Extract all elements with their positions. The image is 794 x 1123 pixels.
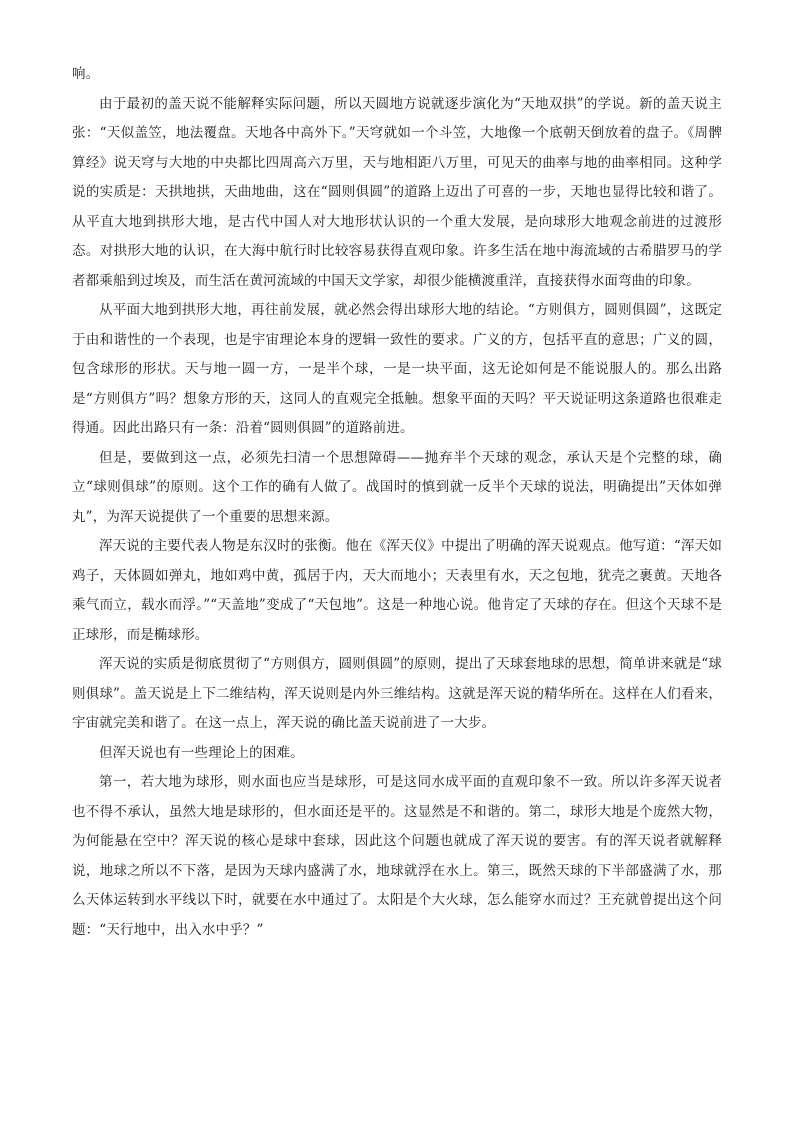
paragraph: 但浑天说也有一些理论上的困难。 <box>99 744 304 761</box>
paragraph: 第一，若大地为球形，则水面也应当是球形，可是这同水成平面的直观印象不一致。所以许多浑天说者也不得不承认，虽然大地是球形的，但水面还是平的。这显然是不和谐的。第二，球形大地是个庞然大物，为何能悬在空中？浑天说的核心是球中套球，因此这个问题也就成了浑天说的要害。有的浑天说者就解释说，地球之所以不下落，是因为天球内盛满了水，地球就浮在水上。第三，既然天球的下半部盛满了水，那么天体运转到水平线以下时，就要在水中通过了。太阳是个大火球，怎么能穿水而过？王充就曾提出这个问题：“天行地中，出入水中乎？” <box>72 774 722 938</box>
paragraph: 浑天说的实质是彻底贯彻了“方则俱方，圆则俱圆”的原则，提出了天球套地球的思想，简单讲来就是“球则俱球”。盖天说是上下二维结构，浑天说则是内外三维结构。这就是浑天说的精华所在。这样在人们看来，宇宙就完美和谐了。在这一点上，浑天说的确比盖天说前进了一大步。 <box>72 656 722 731</box>
paragraph: 浑天说的主要代表人物是东汉时的张衡。他在《浑天仪》中提出了明确的浑天说观点。他写道：“浑天如鸡子，天体圆如弹丸，地如鸡中黄，孤居于内，天大而地小；天表里有水，天之包地，犹壳之裹黄。天地各乘气而立，载水而浮。”“天盖地”变成了“天包地”。这是一种地心说。他肯定了天球的存在。但这个天球不是正球形，而是椭球形。 <box>72 538 722 643</box>
paragraph: 但是，要做到这一点，必须先扫清一个思想障碍——抛弃半个天球的观念，承认天是个完整的球，确立“球则俱球”的原则。这个工作的确有人做了。战国时的慎到就一反半个天球的说法，明确提出”天体如弹丸”，为浑天说提供了一个重要的思想来源。 <box>72 449 722 525</box>
paragraph: 由于最初的盖天说不能解释实际问题，所以天圆地方说就逐步演化为“天地双拱”的学说。新的盖天说主张：“天似盖笠，地法覆盘。天地各中高外下。”天穹就如一个斗笠，大地像一个底朝天倒放着的盘子。《周髀算经》说天穹与大地的中央都比四周高六万里，天与地相距八万里，可见天的曲率与地的曲率相同。这种学说的实质是：天拱地拱，天曲地曲，这在“圆则俱圆”的道路上迈出了可喜的一步，天地也显得比较和谐了。从平直大地到拱形大地，是古代中国人对大地形状认识的一个重大发展，是向球形大地观念前进的过渡形态。对拱形大地的认识，在大海中航行时比较容易获得直观印象。许多生活在地中海流域的古希腊罗马的学者都乘船到过埃及，而生活在黄河流域的中国天文学家，却很少能横渡重洋，直接获得水面弯曲的印象。 <box>72 95 722 289</box>
article-body <box>72 60 722 945</box>
paragraph-continuation: 响。 <box>72 66 100 82</box>
paragraph: 从平面大地到拱形大地，再往前发展，就必然会得出球形大地的结论。“方则俱方，圆则俱圆”，这既定于由和谐性的一个表现，也是宇宙理论本身的逻辑一致性的要求。广义的方，包括平直的意思；广义的圆，包含球形的形状。天与地一圆一方，一是半个球，一是一块平面，这无论如何是不能说服人的。那么出路是“方则俱方”吗？想象方形的天，这同人的直观完全抵触。想象平面的天吗？平天说证明这条道路也很难走得通。因此出路只有一条：沿着“圆则俱圆”的道路前进。 <box>72 302 722 436</box>
